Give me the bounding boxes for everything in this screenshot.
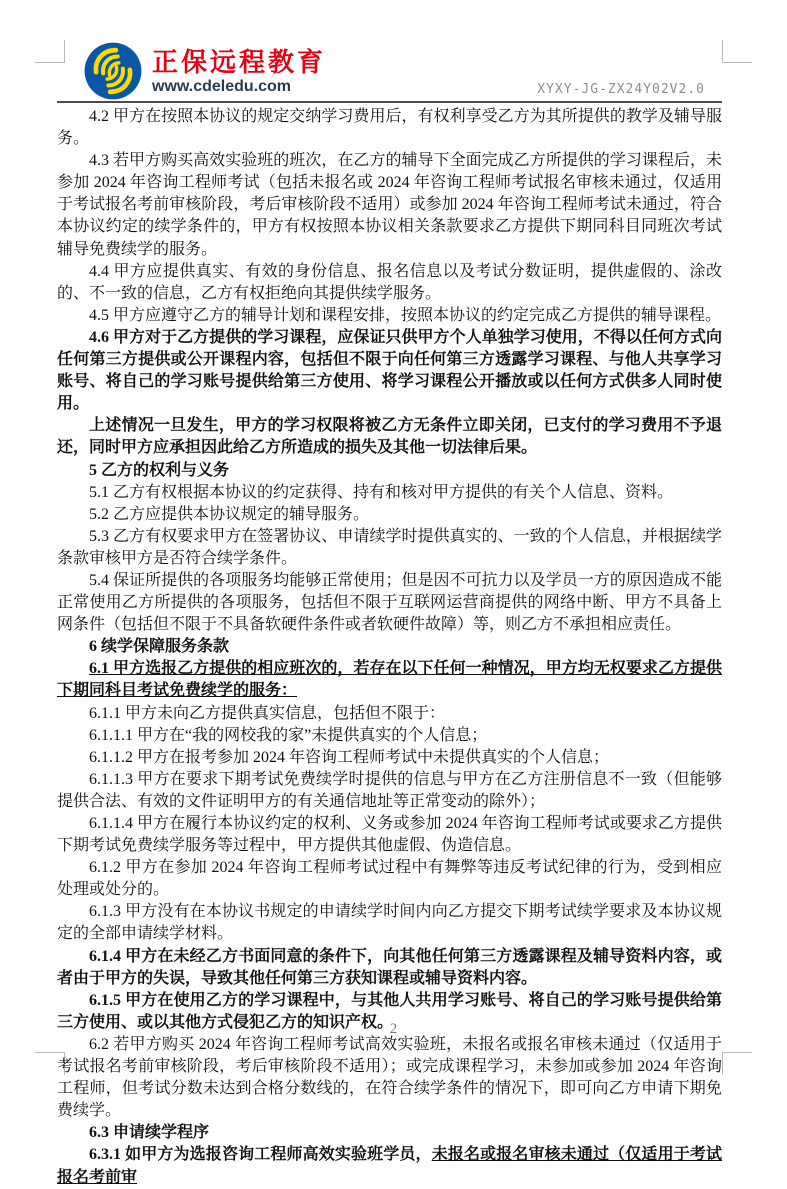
clause-6-1-1-4: 6.1.1.4 甲方在履行本协议约定的权利、义务或参加 2024 年咨询工程师考试或要求乙方提供下期考试免费续学服务等过程中，甲方提供其他虚假、伪造信息。: [57, 815, 722, 855]
header-divider: [57, 101, 722, 103]
clause-6-1-1-2: 6.1.1.2 甲方在报考参加 2024 年咨询工程师考试中未提供真实的个人信息；: [89, 748, 610, 766]
clause-6-1-5: 6.1.5 甲方在使用乙方的学习课程中，与其他人共用学习账号、将自己的学习账号提供给第三方使用、或以其他方式侵犯乙方的知识产权。: [57, 991, 722, 1031]
clause-6-3-1-underlined: 未报名或报名审核未通过（仅适用于考试报名考前审: [57, 1146, 722, 1186]
clause-6-3-1-prefix: 6.3.1 如甲方为选报咨询工程师高效实验班学员，: [89, 1146, 432, 1164]
clause-6-1-4: 6.1.4 甲方在未经乙方书面同意的条件下，向其他任何第三方透露课程及辅导资料内容，或者由于甲方的失误，导致其他任何第三方获知课程或辅导资料内容。: [57, 947, 722, 987]
brand-name: 正保远程教育: [152, 46, 327, 77]
clause-6-1: 6.1 甲方选报乙方提供的相应班次的，若存在以下任何一种情况，甲方均无权要求乙方提供下期同科目考试免费续学的服务：: [57, 660, 722, 700]
clause-5-1: 5.1 乙方有权根据本协议的约定获得、持有和核对甲方提供的有关个人信息、资料。: [89, 483, 674, 501]
clause-4-3: 4.3 若甲方购买高效实验班的班次，在乙方的辅导下全面完成乙方所提供的学习课程后，未参加 2024 年咨询工程师考试（包括未报名或 2024 年咨询工程师考试报名审核未通过，仅适用于考试报名考前审核阶段，考后审核阶段不适用）或参加 2024 年咨询工程师考试未通过，符合本协议约定的续学条件的，甲方有权按照本协议相关条款要求乙方提供下期同科目同班次考试辅导免费续学的服务。: [57, 152, 722, 258]
clause-6-3-1: [57, 1144, 722, 1188]
clause-5-3: 5.3 乙方有权要求甲方在签署协议、申请续学时提供真实的、一致的个人信息，并根据续学条款审核甲方是否符合续学条件。: [57, 527, 722, 567]
clause-4-6: 4.6 甲方对于乙方提供的学习课程，应保证只供甲方个人单独学习使用，不得以任何方式向任何第三方提供或公开课程内容，包括但不限于向任何第三方透露学习课程、与他人共享学习账号、将自己的学习账号提供给第三方使用、将学习课程公开播放或以任何方式供多人同时使用。: [57, 328, 722, 413]
section-6-3-heading: 6.3 申请续学程序: [89, 1124, 210, 1142]
clause-6-1-3: 6.1.3 甲方没有在本协议书规定的申请续学时间内向乙方提交下期考试续学要求及本协议规定的全部申请续学材料。: [57, 903, 722, 943]
clause-6-1-1: 6.1.1 甲方未向乙方提供真实信息，包括但不限于：: [89, 704, 446, 722]
section-5-heading: 5 乙方的权利与义务: [89, 461, 230, 479]
clause-4-2: 4.2 甲方在按照本协议的规定交纳学习费用后，有权利享受乙方为其所提供的教学及辅导服务。: [57, 108, 722, 148]
clause-6-1-1-1: 6.1.1.1 甲方在“我的网校我的家”未提供真实的个人信息；: [89, 726, 488, 744]
margin-crop-mark-bottom-right: [722, 1052, 752, 1075]
clause-6-1-2: 6.1.2 甲方在参加 2024 年咨询工程师考试过程中有舞弊等违反考试纪律的行为，受到相应处理或处分的。: [57, 859, 722, 899]
document-code: XYXY-JG-ZX24Y02V2.0: [537, 82, 705, 97]
clause-4-6-consequence: 上述情况一旦发生，甲方的学习权限将被乙方无条件立即关闭，已支付的学习费用不予退还，同时甲方应承担因此给乙方所造成的损失及其他一切法律后果。: [57, 417, 722, 457]
margin-crop-mark-top-left: [35, 40, 65, 63]
margin-crop-mark-top-right: [722, 40, 752, 63]
page-number: 2: [389, 1021, 398, 1037]
clause-6-2: 6.2 若甲方购买 2024 年咨询工程师考试高效实验班，未报名或报名审核未通过（仅适用于考试报名考前审核阶段，考后审核阶段不适用）；或完成课程学习，未参加或参加 2024 年咨询工程师，但考试分数未达到合格分数线的，在符合续学条件的情况下，即可向乙方申请下期免费续学。: [57, 1035, 722, 1120]
clause-5-2: 5.2 乙方应提供本协议规定的辅导服务。: [89, 505, 370, 523]
brand-url: www.cdeledu.com: [152, 77, 291, 95]
clause-4-4: 4.4 甲方应提供真实、有效的身份信息、报名信息以及考试分数证明，提供虚假的、涂改的、不一致的信息，乙方有权拒绝向其提供续学服务。: [57, 262, 722, 302]
section-6-heading: 6 续学保障服务条款: [89, 638, 230, 656]
clause-5-4: 5.4 保证所提供的各项服务均能够正常使用；但是因不可抗力以及学员一方的原因造成不能正常使用乙方所提供的各项服务，包括但不限于互联网运营商提供的网络中断、甲方不具备上网条件（包括但不限于不具备软硬件条件或者软硬件故障）等，则乙方不承担相应责任。: [57, 571, 722, 634]
clause-4-5: 4.5 甲方应遵守乙方的辅导计划和课程安排，按照本协议的约定完成乙方提供的辅导课程。: [89, 306, 722, 324]
clause-6-1-1-3: 6.1.1.3 甲方在要求下期考试免费续学时提供的信息与甲方在乙方注册信息不一致（但能够提供合法、有效的文件证明甲方的有关通信地址等正常变动的除外）；: [57, 770, 722, 810]
